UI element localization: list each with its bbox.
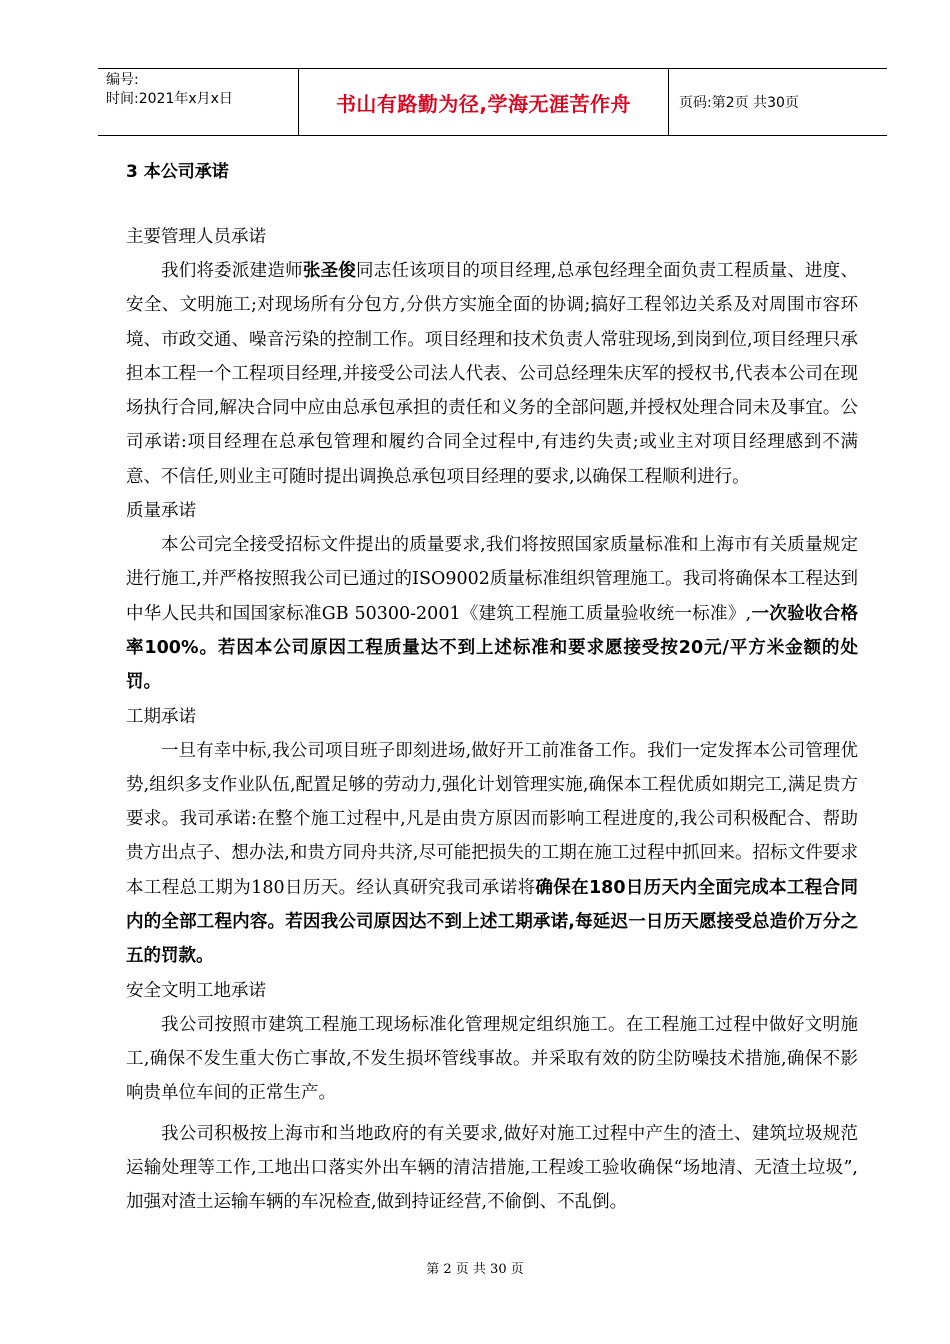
paragraph-schedule [126, 734, 858, 974]
bold-commitment: 一次验收合格率100%。若因本公司原因工程质量达不到上述标准和要求愿接受按20元/平方米金额的处罚。 [126, 603, 859, 693]
paragraph-management [126, 254, 858, 494]
text-run: 我们将委派建造师 [161, 261, 303, 281]
header-time-label: 时间:2021年x月x日 [106, 91, 233, 107]
text-run: 一旦有幸中标,我公司项目班子即刻进场,做好开工前准备工作。我们一定发挥本公司管理优势,组织多支作业队伍,配置足够的劳动力,强化计划管理实施,确保本工程优质如期完工,满足贵方要求。我司承诺:在整个施工过程中,凡是由贵方原因而影响工程进度的,我公司积极配合、帮助贵方出点子、想办法,和贵方同舟共济,尽可能把损失的工期在施工过程中抓回来。招标文件要求本工程总工期为180日历天。经认真研究我司承诺将 [126, 740, 858, 898]
text-run: 同志任该项目的项目经理,总承包经理全面负责工程质量、进度、安全、文明施工;对现场所有分包方,分供方实施全面的协调;搞好工程邻边关系及对周围市容环境、市政交通、噪音污染的控制工作。项目经理和技术负责人常驻现场,到岗到位,项目经理只承担本工程一个工程项目经理,并接受公司法人代表、公司总经理朱庆军的授权书,代表本公司在现场执行合同,解决合同中应由总承包承担的责任和义务的全部问题,并授权处理合同未及事宜。公司承诺:项目经理在总承包管理和履约合同全过程中,有违约失责;或业主对项目经理感到不满意、不信任,则业主可随时提出调换总承包项目经理的要求,以确保工程顺利进行。 [126, 261, 859, 487]
page-header [98, 68, 887, 136]
bold-commitment: 确保在180日历天内全面完成本工程合同内的全部工程内容。若因我公司原因达不到上述工期承诺,每延迟一日历天愿接受总造价万分之五的罚款。 [126, 877, 859, 967]
header-motto: 书山有路勤为径,学海无涯苦作舟 [299, 69, 669, 135]
heading-management: 主要管理人员承诺 [126, 227, 266, 247]
paragraph-safety-2: 我公司积极按上海市和当地政府的有关要求,做好对施工过程中产生的渣土、建筑垃圾规范运输处理等工作,工地出口落实外出车辆的清洁措施,工程竣工验收确保“场地清、无渣土垃圾”,加强对渣土运输车辆的车况检查,做到持证经营,不偷倒、不乱倒。 [126, 1123, 858, 1213]
header-number-label: 编号: [106, 72, 139, 88]
heading-schedule: 工期承诺 [126, 706, 196, 727]
manager-name: 张圣俊 [302, 261, 357, 281]
header-page-info: 页码:第2页 共30页 [679, 95, 799, 111]
heading-safety: 安全文明工地承诺 [126, 980, 266, 1001]
paragraph-safety-1: 我公司按照市建筑工程施工现场标准化管理规定组织施工。在工程施工过程中做好文明施工,确保不发生重大伤亡事故,不发生损坏管线事故。并采取有效的防尘防噪技术措施,确保不影响贵单位车间的正常生产。 [126, 1014, 858, 1104]
page-footer: 第 2 页 共 30 页 [426, 1262, 524, 1277]
paragraph-quality [126, 528, 858, 699]
section-title: 3 本公司承诺 [126, 162, 229, 182]
text-run: 本公司完全接受招标文件提出的质量要求,我们将按照国家质量标准和上海市有关质量规定进行施工,并严格按照我公司已通过的ISO9002质量标准组织管理施工。我司将确保本工程达到中华人民共和国国家标准GB 50300-2001《建筑工程施工质量验收统一标准》, [126, 535, 858, 624]
document-body [126, 158, 858, 1219]
heading-quality: 质量承诺 [126, 501, 196, 522]
header-meta [98, 69, 299, 135]
